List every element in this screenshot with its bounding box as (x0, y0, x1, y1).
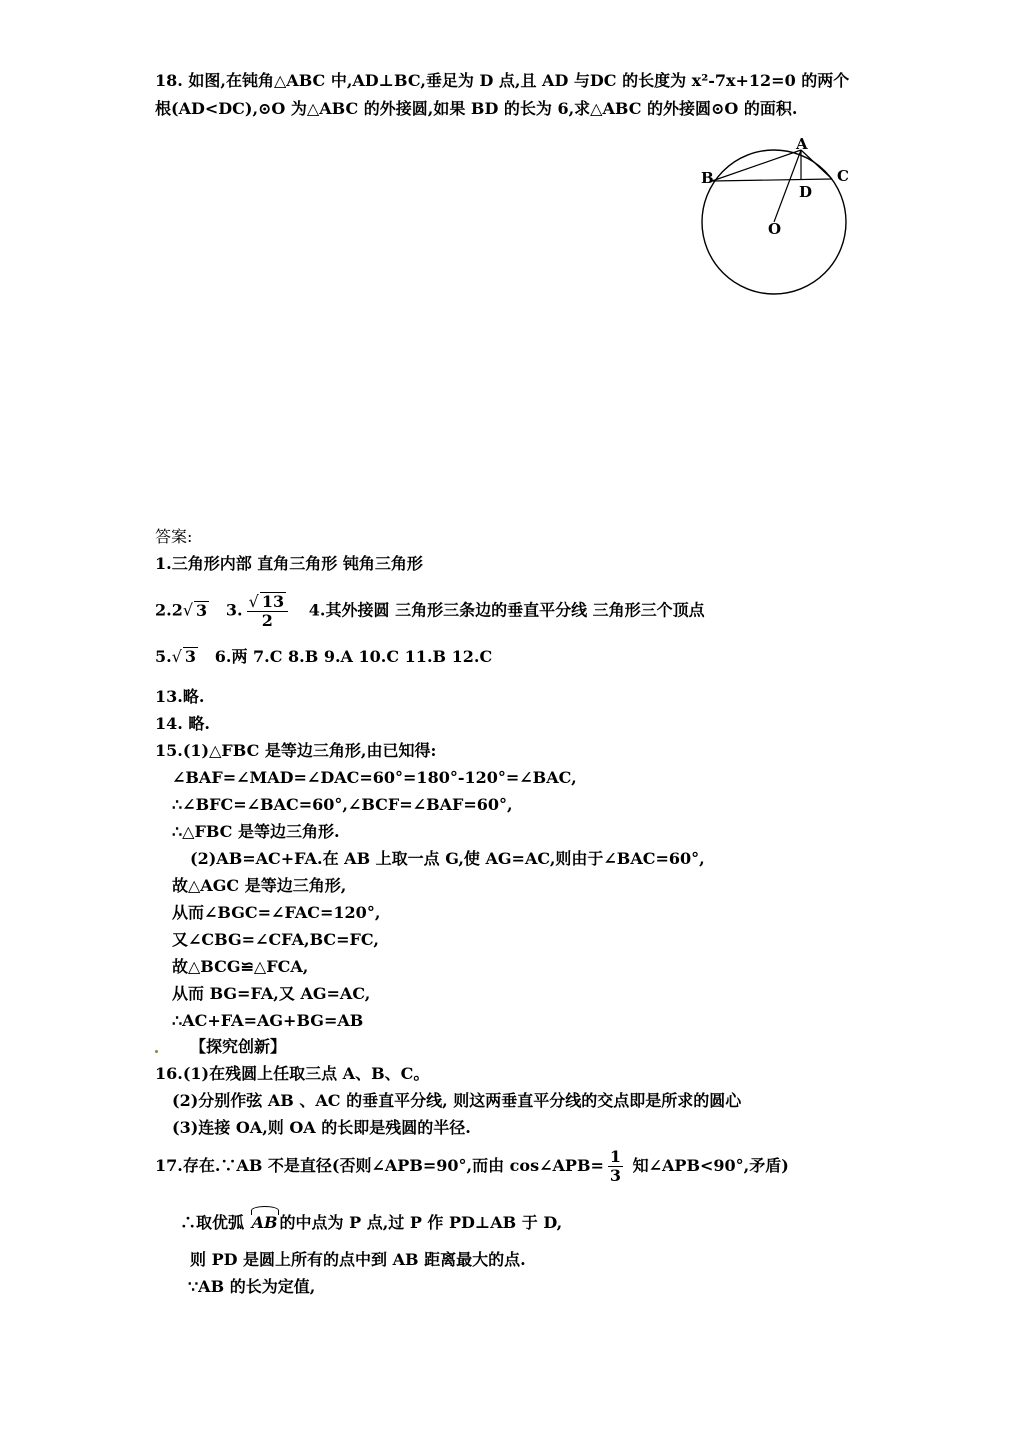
answer-15-line-10: 从而 BG=FA,又 AG=AC, (172, 984, 371, 1003)
answer-17-line-2-pre: ∴取优弧 (180, 1213, 250, 1232)
label-d: D (799, 183, 813, 201)
answer-15-line-7: 从而∠BGC=∠FAC=120°, (172, 903, 381, 922)
speck-mark (155, 1050, 158, 1053)
answer-17-line-3: 则 PD 是圆上所有的点中到 AB 距离最大的点. (190, 1250, 526, 1269)
answer-2-4 (155, 592, 705, 630)
answer-13: 13.略. (155, 687, 205, 706)
segment-oa (774, 150, 801, 222)
answer-16-line-1: 16.(1)在残圆上任取三点 A、B、C。 (155, 1064, 430, 1083)
answer-5-prefix: 5. (155, 647, 172, 666)
answer-2-prefix: 2.2 (155, 600, 183, 620)
answer-15-line-3: ∴∠BFC=∠BAC=60°,∠BCF=∠BAF=60°, (172, 795, 513, 814)
answer-15-line-11: ∴AC+FA=AG+BG=AB (172, 1011, 364, 1030)
label-b: B (701, 169, 714, 187)
answer-3-denominator: 2 (261, 611, 273, 630)
answer-17-suffix: 知∠APB<90°,矛盾) (627, 1156, 789, 1175)
answer-15-line-2: ∠BAF=∠MAD=∠DAC=60°=180°-120°=∠BAC, (172, 768, 577, 787)
answer-5-12 (155, 646, 492, 668)
answer-15-line-9: 故△BCG≌△FCA, (172, 957, 309, 976)
answer-3-numerator: 13 (261, 592, 285, 611)
problem-18-line-1: 18. 如图,在钝角△ABC 中,AD⊥BC,垂足为 D 点,且 AD 与DC 的长度为 x²-7x+12=0 的两个 (155, 71, 850, 90)
answer-15-line-4: ∴△FBC 是等边三角形. (172, 822, 340, 841)
answer-17-denominator: 3 (609, 1166, 622, 1185)
answer-15-line-1: 15.(1)△FBC 是等边三角形,由已知得: (155, 741, 437, 760)
answer-6-12: 6.两 7.C 8.B 9.A 10.C 11.B 12.C (214, 647, 493, 666)
answer-3-fraction (247, 592, 288, 630)
answer-15-line-5: (2)AB=AC+FA.在 AB 上取一点 G,使 AG=AC,则由于∠BAC=60°, (190, 849, 705, 868)
answer-17-fraction (608, 1148, 623, 1185)
label-c: C (837, 167, 849, 185)
label-a: A (796, 135, 808, 153)
answer-16-line-2: (2)分别作弦 AB 、AC 的垂直平分线, 则这两垂直平分线的交点即是所求的圆心 (172, 1091, 742, 1110)
section-heading: 【探究创新】 (190, 1037, 287, 1056)
sqrt-icon: √ (182, 600, 194, 620)
answer-16-line-3: (3)连接 OA,则 OA 的长即是残圆的半径. (172, 1118, 471, 1137)
answer-2-radicand: 3 (196, 600, 208, 620)
answer-15-line-8: 又∠CBG=∠CFA,BC=FC, (172, 930, 379, 949)
arc-ab: AB (251, 1213, 278, 1232)
segment-ab (712, 150, 801, 181)
answer-4: 4.其外接圆 三角形三条边的垂直平分线 三角形三个顶点 (308, 600, 705, 620)
problem-18-line-2: 根(AD<DC),⊙O 为△ABC 的外接圆,如果 BD 的长为 6,求△ABC 的外接圆⊙O 的面积. (155, 99, 798, 118)
answer-14: 14. 略. (155, 714, 210, 733)
geometry-diagram (690, 130, 860, 305)
answer-17-line-2-post: 的中点为 P 点,过 P 作 PD⊥AB 于 D, (279, 1213, 563, 1232)
circle-triangle-figure (690, 130, 860, 305)
answer-15-line-6: 故△AGC 是等边三角形, (172, 876, 347, 895)
sqrt-icon: √ (171, 647, 182, 666)
answer-17-line-2 (180, 1212, 562, 1234)
answer-1: 1.三角形内部 直角三角形 钝角三角形 (155, 554, 423, 573)
label-o: O (768, 220, 782, 238)
answer-5-radicand: 3 (184, 647, 197, 666)
answer-3-prefix: 3. (225, 600, 243, 620)
sqrt-icon: √ (248, 592, 259, 611)
segment-bc (712, 179, 832, 181)
answer-17-prefix: 17.存在.∵AB 不是直径(否则∠APB=90°,而由 cos∠APB= (155, 1156, 604, 1175)
answer-17-numerator: 1 (609, 1147, 622, 1166)
answers-heading: 答案: (155, 527, 193, 546)
answer-17-line-1 (155, 1147, 789, 1185)
segment-ac (801, 150, 832, 179)
answer-17-line-4: ∵AB 的长为定值, (188, 1277, 316, 1296)
